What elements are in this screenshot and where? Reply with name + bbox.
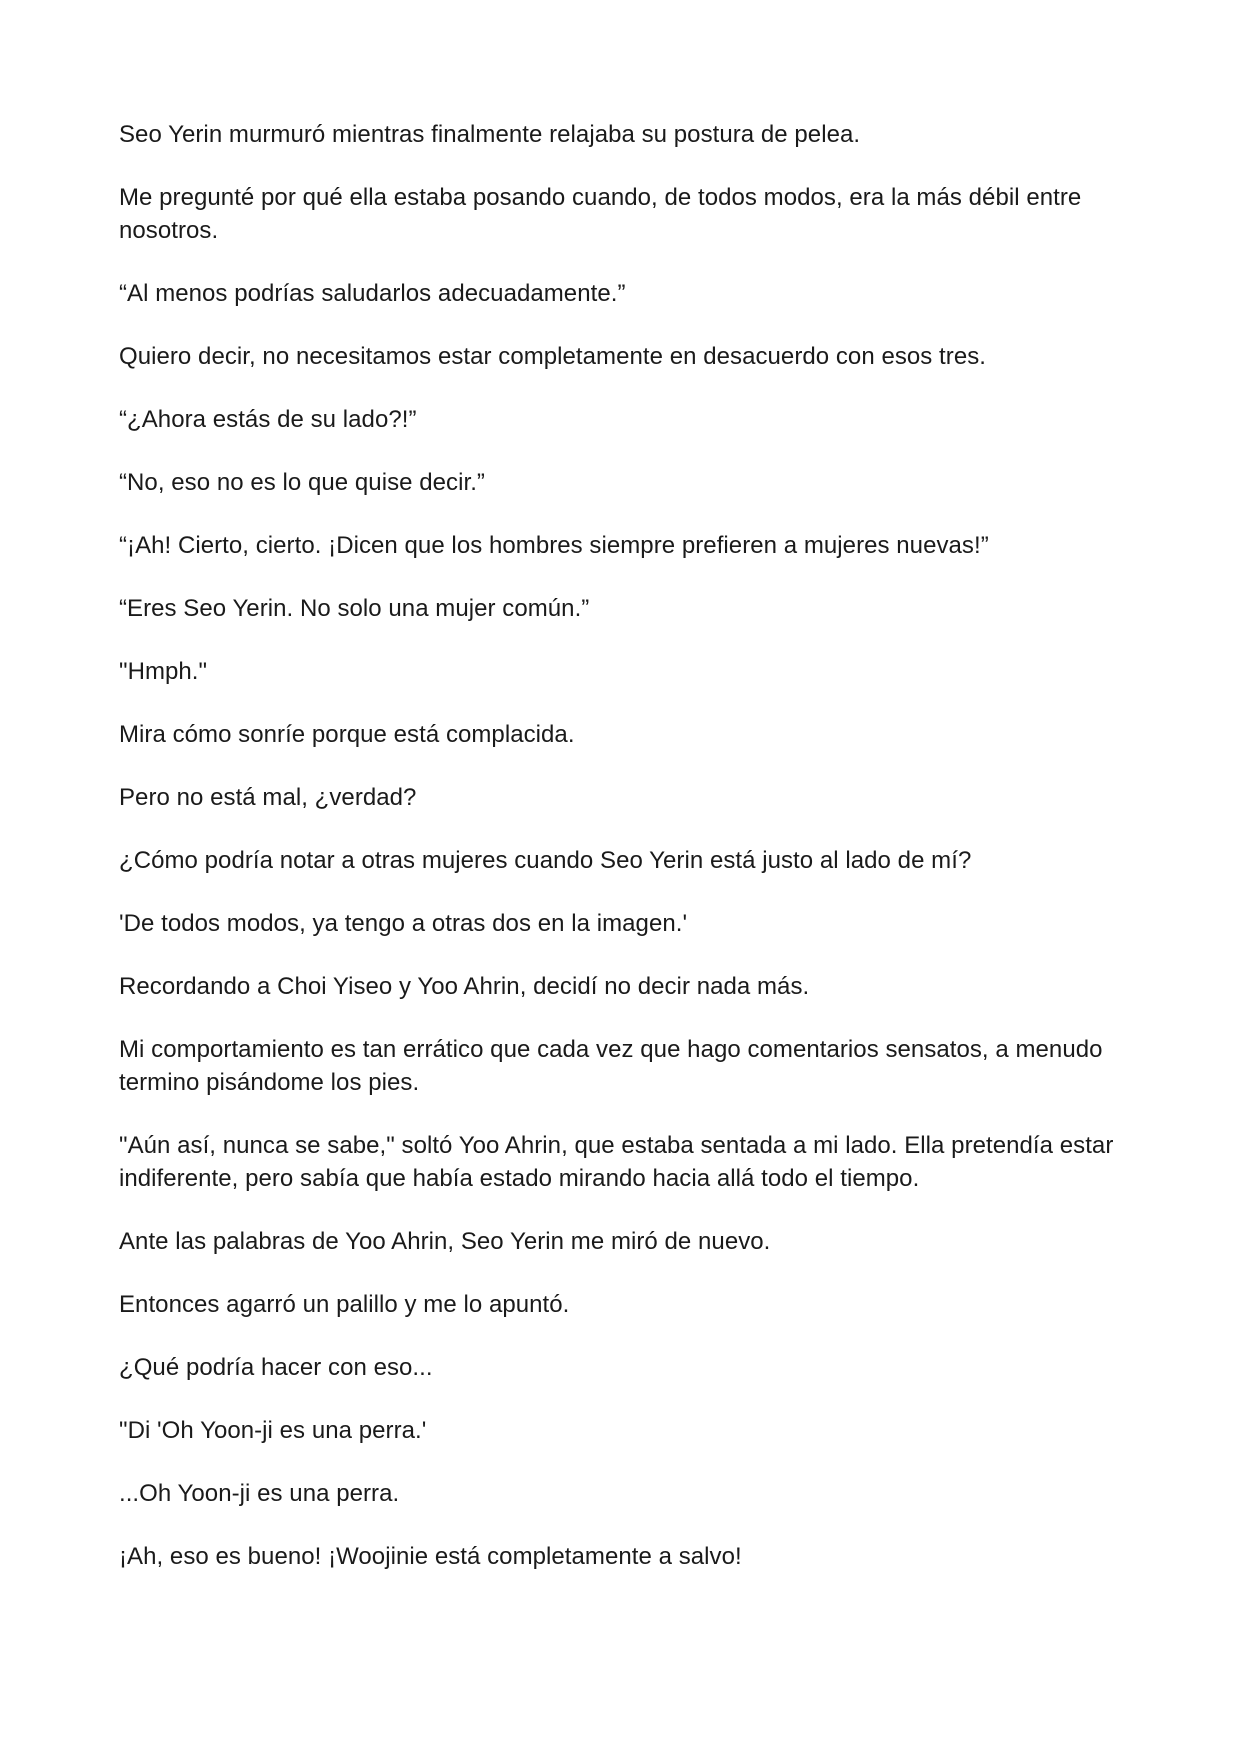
paragraph-17: Ante las palabras de Yoo Ahrin, Seo Yerin me miró de nuevo. — [119, 1228, 771, 1255]
paragraph-20: "Di 'Oh Yoon-ji es una perra.' — [119, 1417, 427, 1444]
paragraph-10: Mira cómo sonríe porque está complacida. — [119, 721, 575, 748]
paragraph-2: Me pregunté por qué ella estaba posando cuando, de todos modos, era la más débil entre nosotros. — [119, 184, 1082, 244]
paragraph-19: ¿Qué podría hacer con eso... — [119, 1354, 433, 1381]
paragraph-16: "Aún así, nunca se sabe," soltó Yoo Ahrin, que estaba sentada a mi lado. Ella pretendía estar indiferente, pero sabía que había estado mirando hacia allá todo el tiempo. — [119, 1132, 1114, 1192]
paragraph-18: Entonces agarró un palillo y me lo apuntó. — [119, 1291, 570, 1318]
paragraph-14: Recordando a Choi Yiseo y Yoo Ahrin, decidí no decir nada más. — [119, 973, 810, 1000]
paragraph-15: Mi comportamiento es tan errático que cada vez que hago comentarios sensatos, a menudo termino pisándome los pies. — [119, 1036, 1103, 1096]
paragraph-9: "Hmph." — [119, 658, 208, 685]
paragraph-1: Seo Yerin murmuró mientras finalmente relajaba su postura de pelea. — [119, 121, 861, 148]
paragraph-7: “¡Ah! Cierto, cierto. ¡Dicen que los hombres siempre prefieren a mujeres nuevas!” — [119, 532, 989, 559]
paragraph-13: 'De todos modos, ya tengo a otras dos en la imagen.' — [119, 910, 688, 937]
paragraph-8: “Eres Seo Yerin. No solo una mujer común.” — [119, 595, 590, 622]
paragraph-6: “No, eso no es lo que quise decir.” — [119, 469, 485, 496]
paragraph-3: “Al menos podrías saludarlos adecuadamente.” — [119, 280, 626, 307]
paragraph-4: Quiero decir, no necesitamos estar completamente en desacuerdo con esos tres. — [119, 343, 986, 370]
paragraph-12: ¿Cómo podría notar a otras mujeres cuando Seo Yerin está justo al lado de mí? — [119, 847, 972, 874]
paragraph-22: ¡Ah, eso es bueno! ¡Woojinie está completamente a salvo! — [119, 1543, 742, 1570]
paragraph-5: “¿Ahora estás de su lado?!” — [119, 406, 417, 433]
paragraph-11: Pero no está mal, ¿verdad? — [119, 784, 417, 811]
paragraph-21: ...Oh Yoon-ji es una perra. — [119, 1480, 400, 1507]
